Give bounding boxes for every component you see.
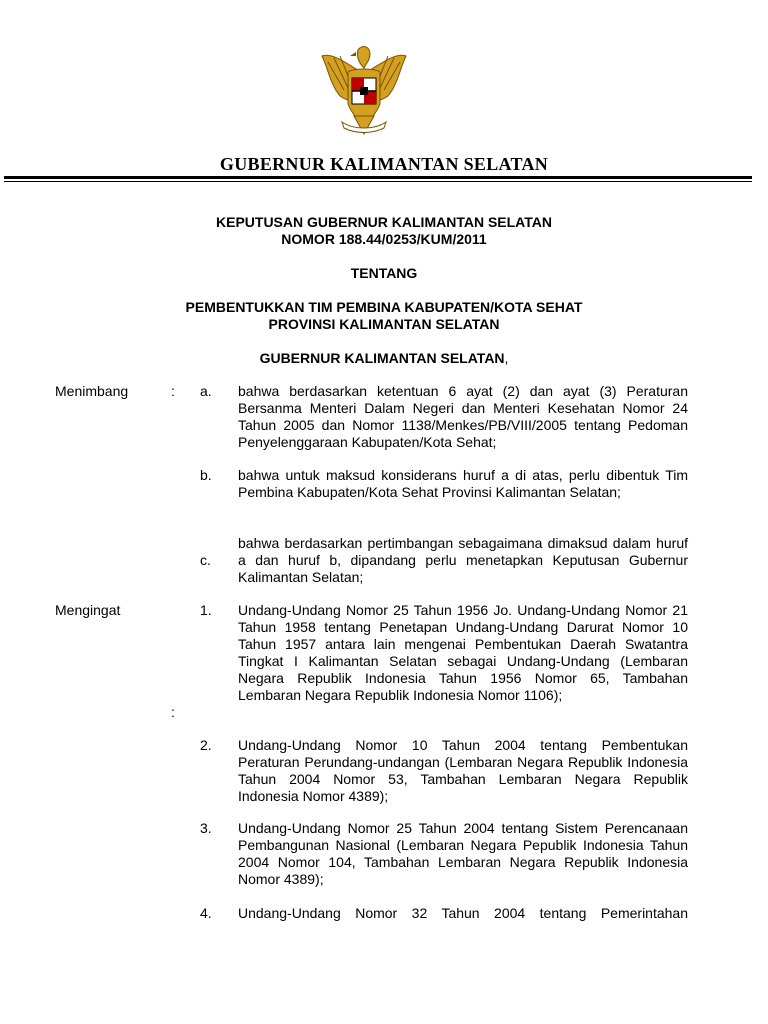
menimbang-item-c: bahwa berdasarkan pertimbangan sebagaimana dimaksud dalam huruf a dan huruf b, dipandang perlu menetapkan Keputusan Gubernur Kalimantan Selatan;: [238, 535, 688, 585]
menimbang-label: Menimbang: [55, 383, 129, 399]
letterhead-rule-thin: [4, 181, 752, 182]
menimbang-marker-c: c.: [200, 552, 211, 568]
mengingat-item-1: Undang-Undang Nomor 25 Tahun 1956 Jo. Undang-Undang Nomor 21 Tahun 1958 tentang Penetapan Undang-Undang Darurat Nomor 10 Tahun 1957 antara lain mengenai Pembentukan Daerah Swatantra Tingkat I Kalimantan Selatan sebagai Undang-Undang (Lembaran Negara Republik Indonesia Tahun 1956 Nomor 65, Tambahan Lembaran Negara Republik Indonesia Nomor 1106);: [238, 602, 688, 703]
menimbang-colon: :: [171, 383, 175, 399]
decree-subject-line2: PROVINSI KALIMANTAN SELATAN: [268, 316, 500, 332]
decree-tentang: TENTANG: [350, 265, 418, 281]
mengingat-marker-2: 2.: [200, 737, 212, 753]
menimbang-marker-b: b.: [200, 467, 212, 483]
menimbang-item-a: bahwa berdasarkan ketentuan 6 ayat (2) dan ayat (3) Peraturan Bersanma Menteri Dalam Negeri dan Menteri Kesehatan Nomor 24 Tahun 2005 dan Nomor 1138/Menkes/PB/VIII/2005 tentang Pedoman Penyelenggaraan Kabupaten/Kota Sehat;: [238, 383, 688, 450]
mengingat-marker-4: 4.: [200, 905, 212, 921]
mengingat-colon: :: [171, 704, 175, 720]
decree-number: NOMOR 188.44/0253/KUM/2011: [281, 231, 487, 247]
letterhead-rule-thick: [4, 176, 752, 179]
mengingat-marker-3: 3.: [200, 820, 212, 836]
letterhead-title: GUBERNUR KALIMANTAN SELATAN: [219, 154, 549, 174]
decree-subject-line1: PEMBENTUKKAN TIM PEMBINA KABUPATEN/KOTA SEHAT: [185, 299, 583, 315]
decree-title: KEPUTUSAN GUBERNUR KALIMANTAN SELATAN: [216, 214, 552, 230]
decree-issuer: [0, 350, 768, 366]
menimbang-marker-a: a.: [200, 383, 212, 399]
decree-issuer-name: GUBERNUR KALIMANTAN SELATAN: [259, 350, 505, 366]
decree-issuer-suffix: ,: [504, 350, 509, 366]
mengingat-item-2: Undang-Undang Nomor 10 Tahun 2004 tentang Pembentukan Peraturan Perundang-undangan (Lembaran Negara Republik Indonesia Tahun 2004 Nomor 53, Tambahan Lembaran Negara Republik Indonesia Nomor 4389);: [238, 737, 688, 804]
garuda-emblem-icon: [318, 44, 410, 138]
mengingat-item-3: Undang-Undang Nomor 25 Tahun 2004 tentang Sistem Perencanaan Pembangunan Nasional (Lembaran Negara Pepublik Indonesia Tahun 2004 Nomor 104, Tambahan Lembaran Negara Republik Indonesia Nomor 4389);: [238, 820, 688, 887]
mengingat-item-4: Undang-Undang Nomor 32 Tahun 2004 tentang Pemerintahan: [238, 905, 688, 921]
mengingat-marker-1: 1.: [200, 602, 212, 618]
menimbang-item-b: bahwa untuk maksud konsiderans huruf a di atas, perlu dibentuk Tim Pembina Kabupaten/Kota Sehat Provinsi Kalimantan Selatan;: [238, 467, 688, 500]
mengingat-label: Mengingat: [55, 602, 121, 618]
